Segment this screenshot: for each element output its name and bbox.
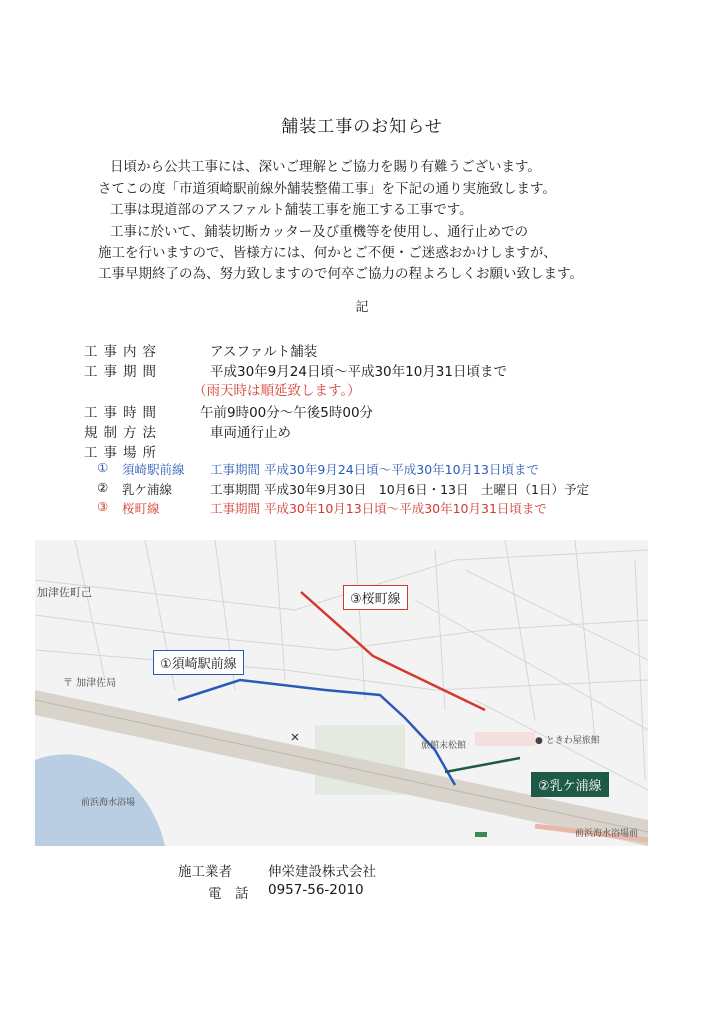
phone-value: 0957-56-2010 (268, 882, 364, 898)
map-place-kazusacho: 加津佐町己 (37, 586, 92, 599)
location-1-name: 須崎駅前線 (122, 462, 185, 477)
map-label-chigaura: ②乳ケ浦線 (531, 772, 609, 797)
paragraph-line-3: 工事は現道部のアスファルト舗装工事を施工する工事です。 (110, 202, 473, 218)
content-label: 工事内容 (84, 344, 162, 360)
map-building (475, 732, 535, 746)
location-3-period: 工事期間 平成30年10月13日頃～平成30年10月31日頃まで (210, 501, 547, 516)
contractor-label: 施工業者 (178, 864, 232, 880)
location-3-name: 桜町線 (122, 501, 160, 516)
method-value: 車両通行止め (210, 425, 291, 441)
paragraph-line-1: 日頃から公共工事には、深いご理解とご協力を賜り有難うございます。 (110, 159, 541, 175)
map-label-sakuramachi: ③桜町線 (343, 585, 408, 610)
time-value: 午前9時00分～午後5時00分 (200, 405, 374, 421)
map-place-ryokan1: 旅館末松館 (421, 741, 467, 751)
place-label: 工事場所 (84, 445, 162, 461)
page-title: 舗装工事のお知らせ (281, 117, 443, 137)
location-2-period: 工事期間 平成30年9月30日 10月6日・13日 土曜日（1日）予定 (210, 482, 589, 497)
location-2-name: 乳ケ浦線 (122, 482, 173, 497)
phone-label: 電 話 (208, 886, 249, 902)
paragraph-line-2: さてこの度「市道須崎駅前線外舗装整備工事」を下記の通り実施致します。 (98, 181, 556, 197)
period-value: 平成30年9月24日頃～平成30年10月31日頃まで (210, 364, 507, 380)
paragraph-line-4: 工事に於いて、鋪装切断カッター及び重機等を使用し、通行止めでの (110, 224, 529, 240)
paragraph-line-6: 工事早期終了の為、努力致しますので何卒ご協力の程よろしくお願い致します。 (98, 266, 583, 282)
map-label-susaki: ①須崎駅前線 (153, 650, 244, 675)
contractor-value: 伸栄建設株式会社 (268, 864, 376, 880)
map-place-beach2: 前浜海水浴場前 (575, 829, 639, 839)
map-place-ryokan2: ● ときわ屋旅館 (535, 736, 600, 746)
time-label: 工事時間 (84, 405, 162, 421)
location-1-num: ① (97, 460, 109, 475)
period-label: 工事期間 (84, 364, 162, 380)
method-label: 規制方法 (84, 425, 162, 441)
construction-map (35, 540, 648, 846)
paragraph-line-5: 施工を行いますので、皆様方には、何かとご不便・ご迷惑おかけしますが、 (98, 245, 557, 261)
location-3-num: ③ (97, 499, 109, 514)
content-value: アスファルト舗装 (210, 344, 318, 360)
map-green-marker (475, 832, 487, 837)
period-note: （雨天時は順延致します。） (193, 383, 361, 399)
location-2-num: ② (97, 480, 109, 495)
location-1-period: 工事期間 平成30年9月24日頃～平成30年10月13日頃まで (210, 462, 539, 477)
ki-heading: 記 (355, 300, 369, 315)
map-place-post: 〒 加津佐局 (63, 678, 117, 689)
map-place-beach: 前浜海水浴場 (81, 798, 136, 808)
